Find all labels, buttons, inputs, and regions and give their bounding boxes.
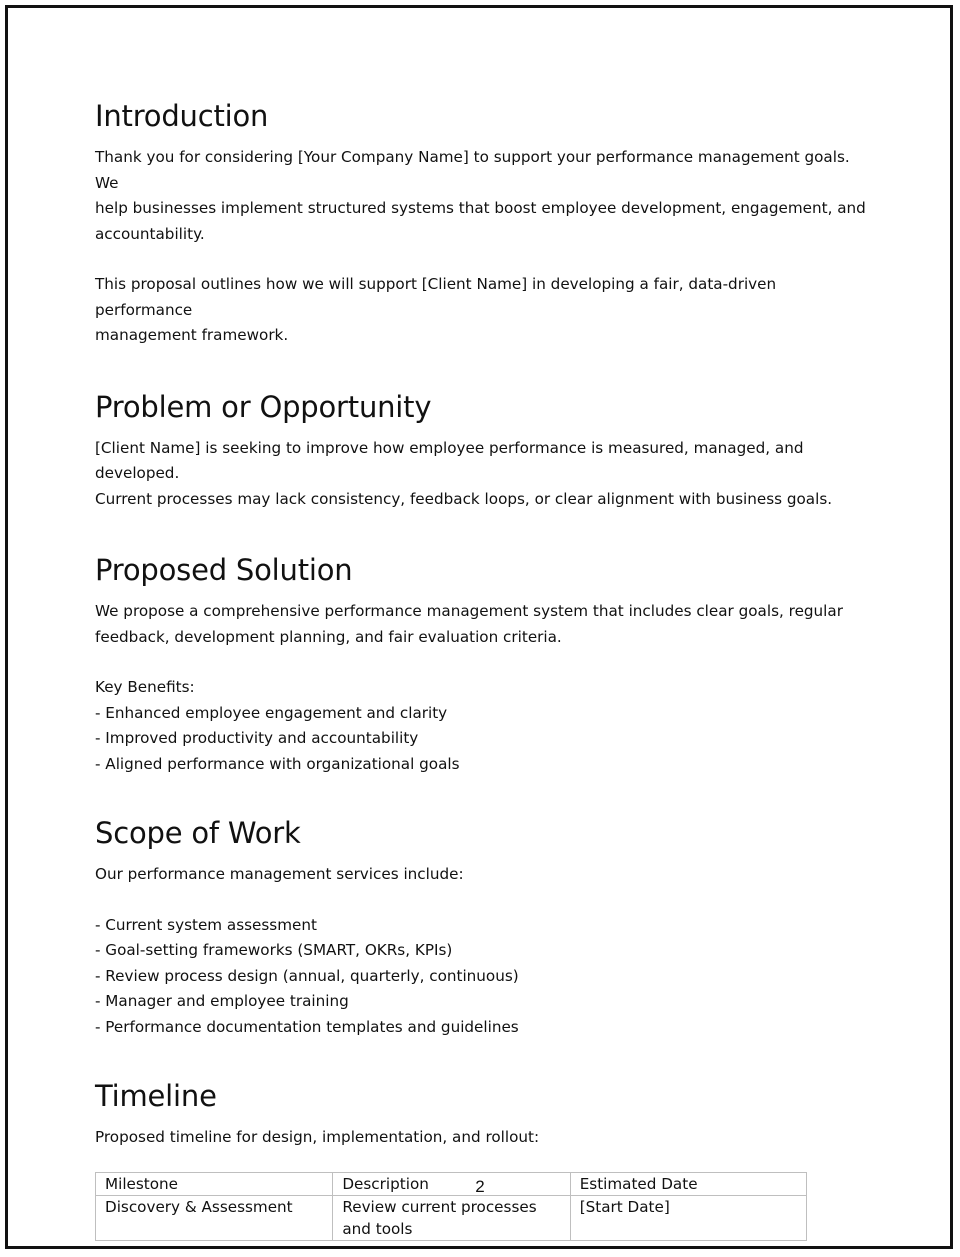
column-header-estimated-date: Estimated Date [570,1172,806,1195]
text-line: help businesses implement structured systems that boost employee development, engagement, and [95,199,866,217]
text-line: feedback, development planning, and fair evaluation criteria. [95,627,562,646]
timeline-heading: Timeline [95,1079,217,1113]
text-line: Review current processes [342,1197,537,1216]
text-line: accountability. [95,224,205,243]
benefit-item: - Enhanced employee engagement and clarity [95,703,448,722]
document-body [95,96,875,1241]
text-line: Current processes may lack consistency, feedback loops, or clear alignment with business goals. [95,489,833,508]
scope-item: - Review process design (annual, quarterly, continuous) [95,966,519,985]
introduction-paragraph-1 [95,145,875,247]
problem-heading: Problem or Opportunity [95,389,432,424]
table-row [96,1195,807,1240]
scope-section [95,813,875,1040]
scope-item: - Manager and employee training [95,992,349,1010]
text-line: management framework. [95,326,289,344]
date-cell: [Start Date] [570,1195,806,1240]
scope-item: - Performance documentation templates and guidelines [95,1017,519,1036]
milestone-cell: Discovery & Assessment [96,1195,333,1240]
introduction-section [95,96,875,349]
scope-heading: Scope of Work [95,816,301,850]
text-line: Thank you for considering [Your Company Name] to support your performance management goals. We [95,148,850,192]
description-cell [333,1195,570,1240]
solution-section [95,550,875,777]
text-line: [Client Name] is seeking to improve how employee performance is measured, managed, and developed. [95,438,804,482]
timeline-section [95,1076,875,1241]
introduction-heading: Introduction [95,99,269,133]
text-line: We propose a comprehensive performance management system that includes clear goals, regular [95,602,843,620]
problem-paragraph [95,436,875,513]
timeline-intro: Proposed timeline for design, implementation, and rollout: [95,1128,540,1146]
scope-item: - Goal-setting frameworks (SMART, OKRs, KPIs) [95,941,453,959]
benefits-heading: Key Benefits: [95,678,195,696]
page-number: 2 [475,1177,485,1196]
benefit-item: - Aligned performance with organizational goals [95,754,460,773]
benefit-item: - Improved productivity and accountability [95,729,419,747]
text-line: and tools [342,1219,413,1238]
solution-paragraph [95,599,875,650]
introduction-paragraph-2 [95,272,875,349]
text-line: This proposal outlines how we will support [Client Name] in developing a fair, data-driven performance [95,275,777,319]
column-header-milestone: Milestone [96,1172,333,1195]
column-header-description: Description [333,1172,570,1195]
scope-item: - Current system assessment [95,915,317,934]
solution-heading: Proposed Solution [95,553,353,587]
problem-section [95,387,875,513]
scope-intro: Our performance management services include: [95,865,464,883]
